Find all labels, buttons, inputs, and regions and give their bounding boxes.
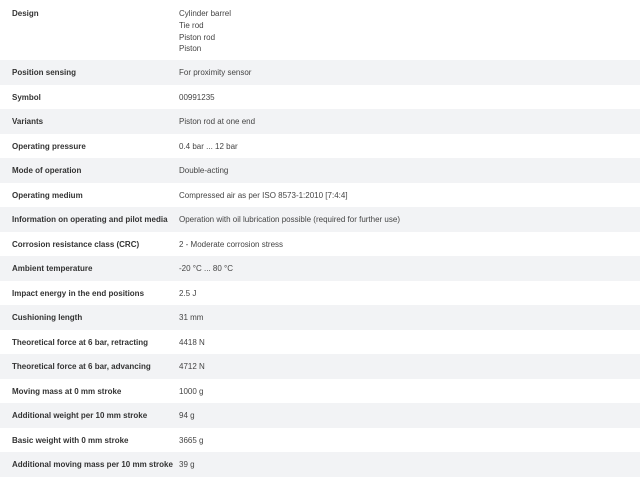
spec-value: 1000 g [179,386,204,396]
spec-row-corrosion-resistance [0,232,640,257]
spec-value: 4418 N [179,337,205,347]
spec-row-mode-of-operation [0,158,640,183]
spec-value-line: Piston [179,44,202,54]
spec-label: Symbol [12,92,41,102]
spec-row-moving-mass [0,379,640,404]
spec-row-operating-pressure [0,134,640,159]
spec-value: 00991235 [179,92,215,102]
spec-label: Operating pressure [12,141,86,151]
spec-label: Position sensing [12,68,77,77]
spec-value-line: Cylinder barrel [179,9,232,18]
spec-value: 39 g [179,460,195,469]
spec-value: 2 - Moderate corrosion stress [179,239,284,249]
spec-row-impact-energy [0,281,640,306]
spec-value: Operation with oil lubrication possible (required for further use) [179,215,400,224]
spec-row-force-retracting [0,330,640,355]
spec-value: 0.4 bar ... 12 bar [179,141,238,151]
spec-value: -20 °C ... 80 °C [179,264,233,273]
spec-row-additional-moving-mass [0,452,640,477]
spec-row-variants [0,109,640,134]
spec-label: Additional weight per 10 mm stroke [12,411,148,420]
spec-row-operating-pilot-media [0,207,640,232]
spec-value: Double-acting [179,166,229,175]
spec-row-ambient-temperature [0,256,640,281]
spec-value-line: Piston rod [179,32,216,42]
spec-label: Impact energy in the end positions [12,288,145,298]
spec-value: 3665 g [179,435,204,445]
spec-value: 31 mm [179,313,204,322]
spec-value: Piston rod at one end [179,117,256,126]
spec-value [179,8,640,55]
spec-value: 94 g [179,411,195,420]
spec-value: For proximity sensor [179,68,252,77]
spec-value: 4712 N [179,362,205,371]
spec-label: Mode of operation [12,166,82,175]
spec-label: Cushioning length [12,313,83,322]
spec-label: Moving mass at 0 mm stroke [12,386,122,396]
spec-label: Design [12,9,39,18]
spec-row-force-advancing [0,354,640,379]
spec-value-line: Tie rod [179,20,204,30]
spec-label: Theoretical force at 6 bar, retracting [12,337,149,347]
spec-row-additional-weight [0,403,640,428]
spec-row-symbol [0,85,640,110]
spec-label: Ambient temperature [12,264,93,273]
spec-label: Corrosion resistance class (CRC) [12,239,140,249]
spec-value: Compressed air as per ISO 8573-1:2010 [7:4:4] [179,190,348,200]
spec-label: Theoretical force at 6 bar, advancing [12,362,151,371]
spec-value: 2.5 J [179,288,197,298]
spec-row-design [0,0,640,60]
spec-label: Additional moving mass per 10 mm stroke [12,460,173,469]
spec-label: Variants [12,117,44,126]
spec-label: Basic weight with 0 mm stroke [12,435,129,445]
spec-label: Information on operating and pilot media [12,215,168,224]
spec-label: Operating medium [12,190,83,200]
spec-row-position-sensing [0,60,640,85]
spec-row-basic-weight [0,428,640,453]
spec-row-operating-medium [0,183,640,208]
spec-row-cushioning-length [0,305,640,330]
